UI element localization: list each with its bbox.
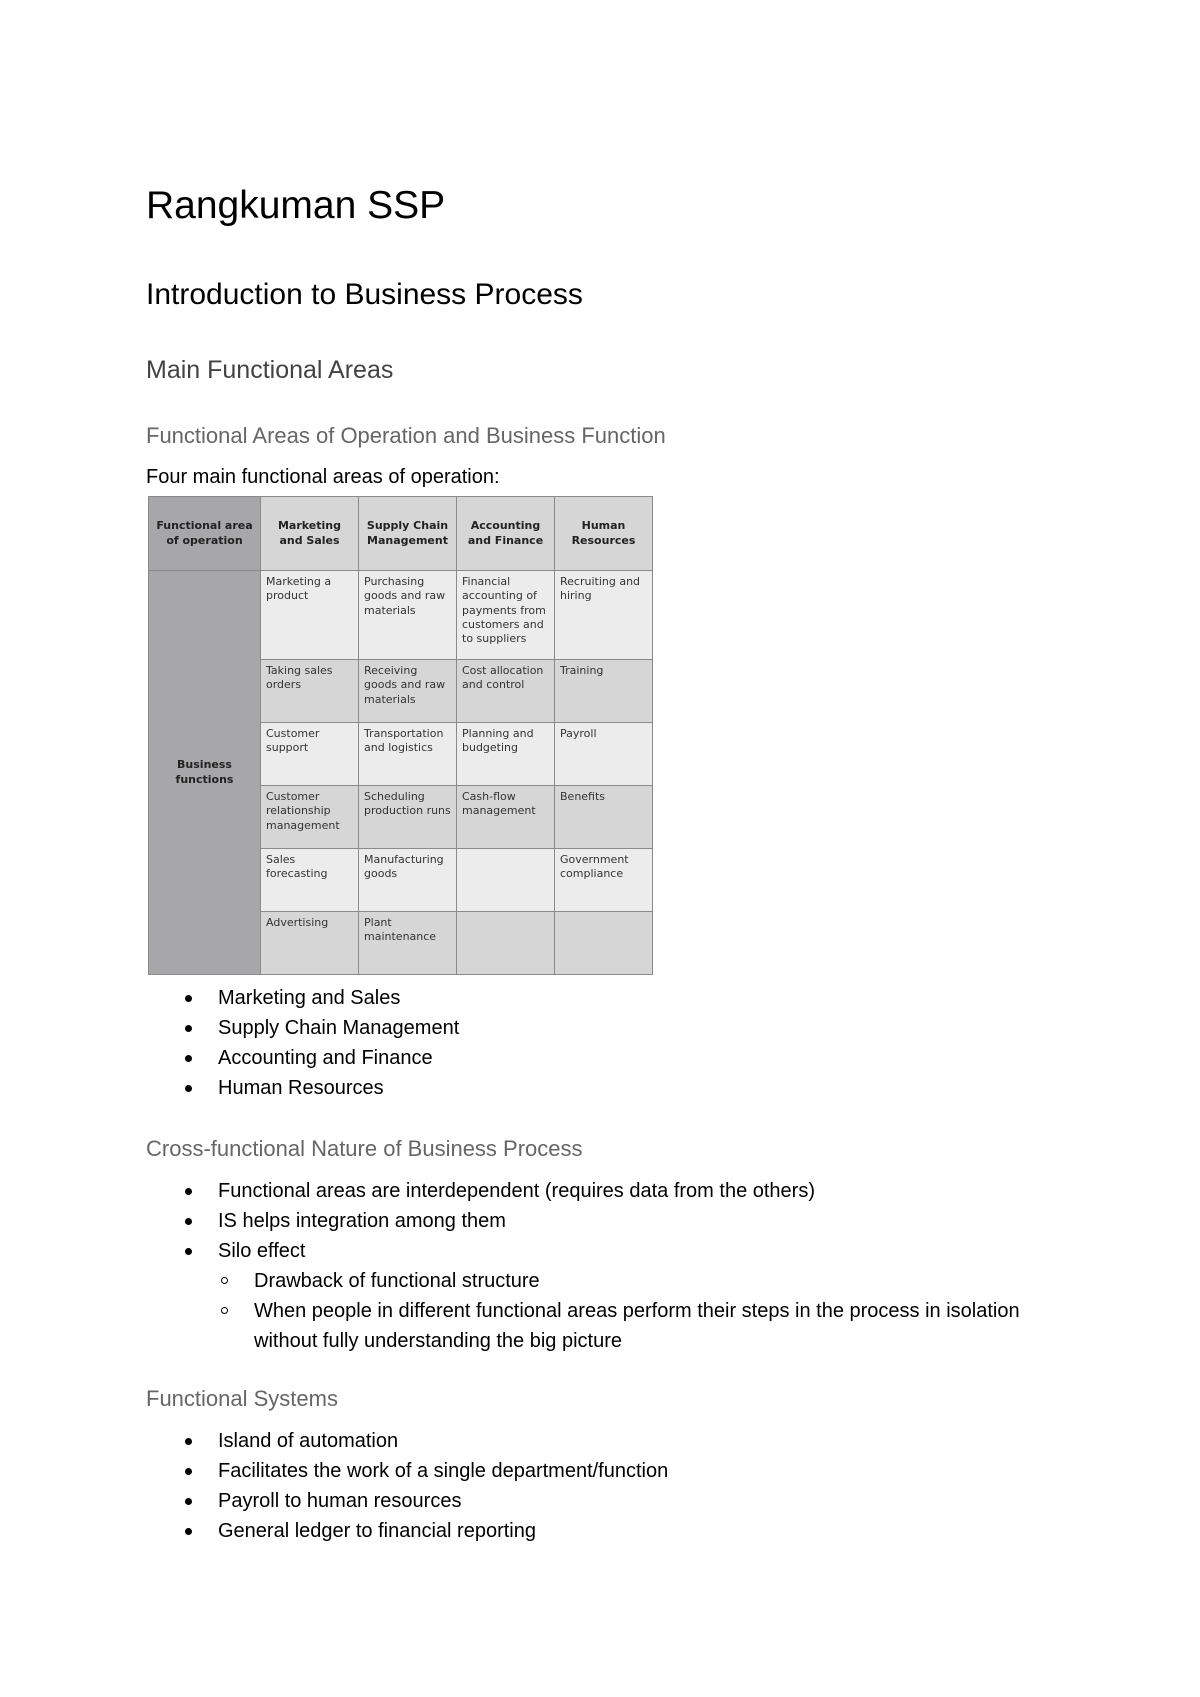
silo-effect-sublist <box>218 1266 1082 1356</box>
bullet-icon <box>185 1248 192 1255</box>
heading-main-functional-areas: Main Functional Areas <box>146 356 394 384</box>
functional-areas-table <box>148 496 653 975</box>
table-cell: Transportation and logistics <box>359 723 457 786</box>
list-item: Facilitates the work of a single department/function <box>182 1456 668 1486</box>
table-column-header: Accounting and Finance <box>457 497 555 571</box>
table-cell: Customer relationship management <box>261 786 359 849</box>
table-cell: Cash-flow management <box>457 786 555 849</box>
bullet-icon <box>185 1438 192 1445</box>
table-column-header: Supply Chain Management <box>359 497 457 571</box>
list-item: General ledger to financial reporting <box>182 1516 668 1546</box>
table-cell <box>555 912 653 975</box>
heading-functional-systems: Functional Systems <box>146 1386 338 1411</box>
functional-areas-list <box>182 983 459 1103</box>
intro-paragraph: Four main functional areas of operation: <box>146 466 500 488</box>
table-cell: Receiving goods and raw materials <box>359 660 457 723</box>
list-item: Human Resources <box>182 1073 459 1103</box>
bullet-icon <box>185 1468 192 1475</box>
table-cell: Purchasing goods and raw materials <box>359 571 457 660</box>
table-cell <box>457 849 555 912</box>
list-item: Island of automation <box>182 1426 668 1456</box>
list-item: Payroll to human resources <box>182 1486 668 1516</box>
cross-functional-list <box>182 1176 1082 1356</box>
table-cell: Customer support <box>261 723 359 786</box>
table-cell: Recruiting and hiring <box>555 571 653 660</box>
table-row-header: Business functions <box>149 571 261 975</box>
list-item: Silo effect Drawback of functional structure When people in different functional areas perform their steps in the process in isolation without fully understanding the big picture <box>182 1236 1082 1356</box>
table-cell: Manufacturing goods <box>359 849 457 912</box>
bullet-icon <box>185 1218 192 1225</box>
bullet-icon <box>185 1085 192 1092</box>
table-cell: Planning and budgeting <box>457 723 555 786</box>
table-cell <box>457 912 555 975</box>
list-item: When people in different functional areas perform their steps in the process in isolation without fully understanding the big picture <box>218 1296 1034 1356</box>
table-cell: Benefits <box>555 786 653 849</box>
functional-systems-list <box>182 1426 668 1546</box>
list-item: Supply Chain Management <box>182 1013 459 1043</box>
document-title: Rangkuman SSP <box>146 184 446 227</box>
bullet-icon <box>185 1528 192 1535</box>
bullet-icon <box>185 1188 192 1195</box>
table-row <box>149 571 653 660</box>
table-cell: Scheduling production runs <box>359 786 457 849</box>
table-cell: Financial accounting of payments from customers and to suppliers <box>457 571 555 660</box>
bullet-icon <box>185 1055 192 1062</box>
table-cell: Cost allocation and control <box>457 660 555 723</box>
bullet-icon <box>185 1025 192 1032</box>
table-corner-header: Functional area of operation <box>149 497 261 571</box>
table-cell: Taking sales orders <box>261 660 359 723</box>
sub-bullet-icon <box>221 1307 228 1314</box>
list-item: Functional areas are interdependent (requires data from the others) <box>182 1176 1082 1206</box>
sub-bullet-icon <box>221 1277 228 1284</box>
table-column-header: Marketing and Sales <box>261 497 359 571</box>
table-cell: Sales forecasting <box>261 849 359 912</box>
bullet-icon <box>185 1498 192 1505</box>
table-cell: Marketing a product <box>261 571 359 660</box>
table-column-header: Human Resources <box>555 497 653 571</box>
list-item: Marketing and Sales <box>182 983 459 1013</box>
list-item: Accounting and Finance <box>182 1043 459 1073</box>
table-cell: Government compliance <box>555 849 653 912</box>
bullet-icon <box>185 995 192 1002</box>
list-item: Drawback of functional structure <box>218 1266 1082 1296</box>
list-item: IS helps integration among them <box>182 1206 1082 1236</box>
table-cell: Training <box>555 660 653 723</box>
table-cell: Payroll <box>555 723 653 786</box>
heading-functional-areas: Functional Areas of Operation and Business Function <box>146 423 666 448</box>
table-cell: Advertising <box>261 912 359 975</box>
table-cell: Plant maintenance <box>359 912 457 975</box>
heading-cross-functional: Cross-functional Nature of Business Process <box>146 1136 583 1161</box>
heading-introduction: Introduction to Business Process <box>146 278 583 311</box>
